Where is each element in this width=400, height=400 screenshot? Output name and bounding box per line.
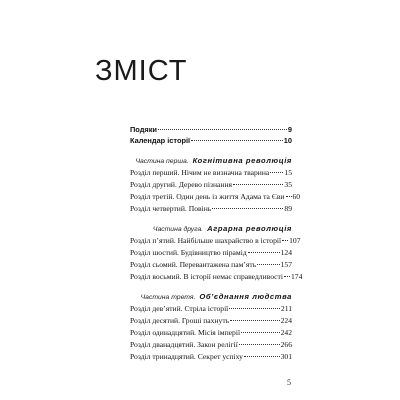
toc-entry-chapter[interactable] (130, 204, 292, 214)
entry-page: 35 (284, 180, 292, 189)
entry-title: Розділ дванадцятий. Закон релігії (130, 340, 238, 349)
leader-dots (286, 196, 292, 197)
entry-page: 15 (284, 168, 292, 177)
part-name: Когнітивна революція (192, 156, 292, 165)
leader-dots (248, 252, 280, 253)
entry-page: 301 (280, 352, 292, 361)
leader-dots (257, 264, 279, 265)
entry-title: Розділ третій. Один день із життя Адама та Єви (130, 192, 285, 201)
entry-title: Подяки (130, 125, 157, 134)
page-number: 5 (287, 378, 291, 387)
leader-dots (212, 208, 283, 209)
entry-title: Розділ другий. Дерево пізнання (130, 180, 233, 189)
leader-dots (282, 240, 288, 241)
part-heading-2 (130, 222, 292, 232)
leader-dots (191, 140, 283, 141)
entry-title: Розділ перший. Нічим не визначна тварина (130, 168, 270, 177)
entry-page: 10 (283, 136, 292, 145)
toc-entry-calendar[interactable] (130, 136, 292, 146)
entry-page: 89 (284, 204, 292, 213)
entry-page: 60 (292, 192, 301, 201)
part-name: Об’єднання людства (199, 292, 292, 301)
toc-entry-chapter[interactable] (130, 304, 292, 314)
entry-page: 211 (280, 304, 292, 313)
leader-dots (241, 332, 280, 333)
toc-entry-chapter[interactable] (130, 328, 292, 338)
entry-title: Розділ тринадцятий. Секрет успіху (130, 352, 243, 361)
leader-dots (233, 184, 283, 185)
entry-title: Розділ десятий. Гроші пахнуть (130, 316, 230, 325)
entry-page: 242 (280, 328, 292, 337)
part-lead: Частина перша. (135, 158, 189, 165)
toc-entry-chapter[interactable] (130, 316, 292, 326)
entry-title: Розділ одинадцятий. Місія імперії (130, 328, 241, 337)
leader-dots (230, 320, 279, 321)
entry-page: 124 (280, 248, 292, 257)
entry-page: 107 (289, 236, 301, 245)
leader-dots (270, 172, 283, 173)
leader-dots (158, 129, 287, 130)
leader-dots (229, 308, 280, 309)
entry-title: Розділ восьмий. В історії немає справедливості (130, 272, 283, 281)
entry-page: 9 (287, 125, 292, 134)
page-title: ЗМІСТ (95, 55, 188, 87)
part-lead: Частина друга. (152, 226, 204, 233)
entry-title: Розділ четвертий. Повінь (130, 204, 212, 213)
entry-title: Розділ шостий. Будівництво пірамід (130, 248, 247, 257)
toc-entry-chapter[interactable] (130, 192, 301, 202)
entry-page: 174 (290, 272, 303, 281)
entry-page: 157 (280, 260, 292, 269)
toc-entry-acknowledgements[interactable] (130, 125, 292, 135)
entry-page: 224 (280, 316, 292, 325)
part-heading-3 (130, 290, 292, 300)
toc-entry-chapter[interactable] (130, 168, 292, 178)
leader-dots (239, 344, 280, 345)
leader-dots (284, 276, 290, 277)
part-name: Аграрна революція (207, 224, 292, 233)
toc-entry-chapter[interactable] (130, 352, 292, 362)
toc-entry-chapter[interactable] (130, 248, 292, 258)
entry-title: Розділ дев’ятий. Стріла історії (130, 304, 229, 313)
entry-title: Розділ сьомий. Перевантажена пам’ять (130, 260, 257, 269)
part-lead: Частина третя. (140, 294, 196, 301)
toc-entry-chapter[interactable] (130, 260, 292, 270)
toc-entry-chapter[interactable] (130, 180, 292, 190)
leader-dots (244, 356, 280, 357)
toc-entry-chapter[interactable] (130, 340, 292, 350)
part-heading-1 (130, 154, 292, 164)
entry-title: Розділ п’ятий. Найбільше шахрайство в історії (130, 236, 282, 245)
entry-page: 266 (280, 340, 292, 349)
toc-entry-chapter[interactable] (130, 236, 301, 246)
toc-entry-chapter[interactable] (130, 272, 303, 282)
entry-title: Календар історії (130, 136, 191, 145)
